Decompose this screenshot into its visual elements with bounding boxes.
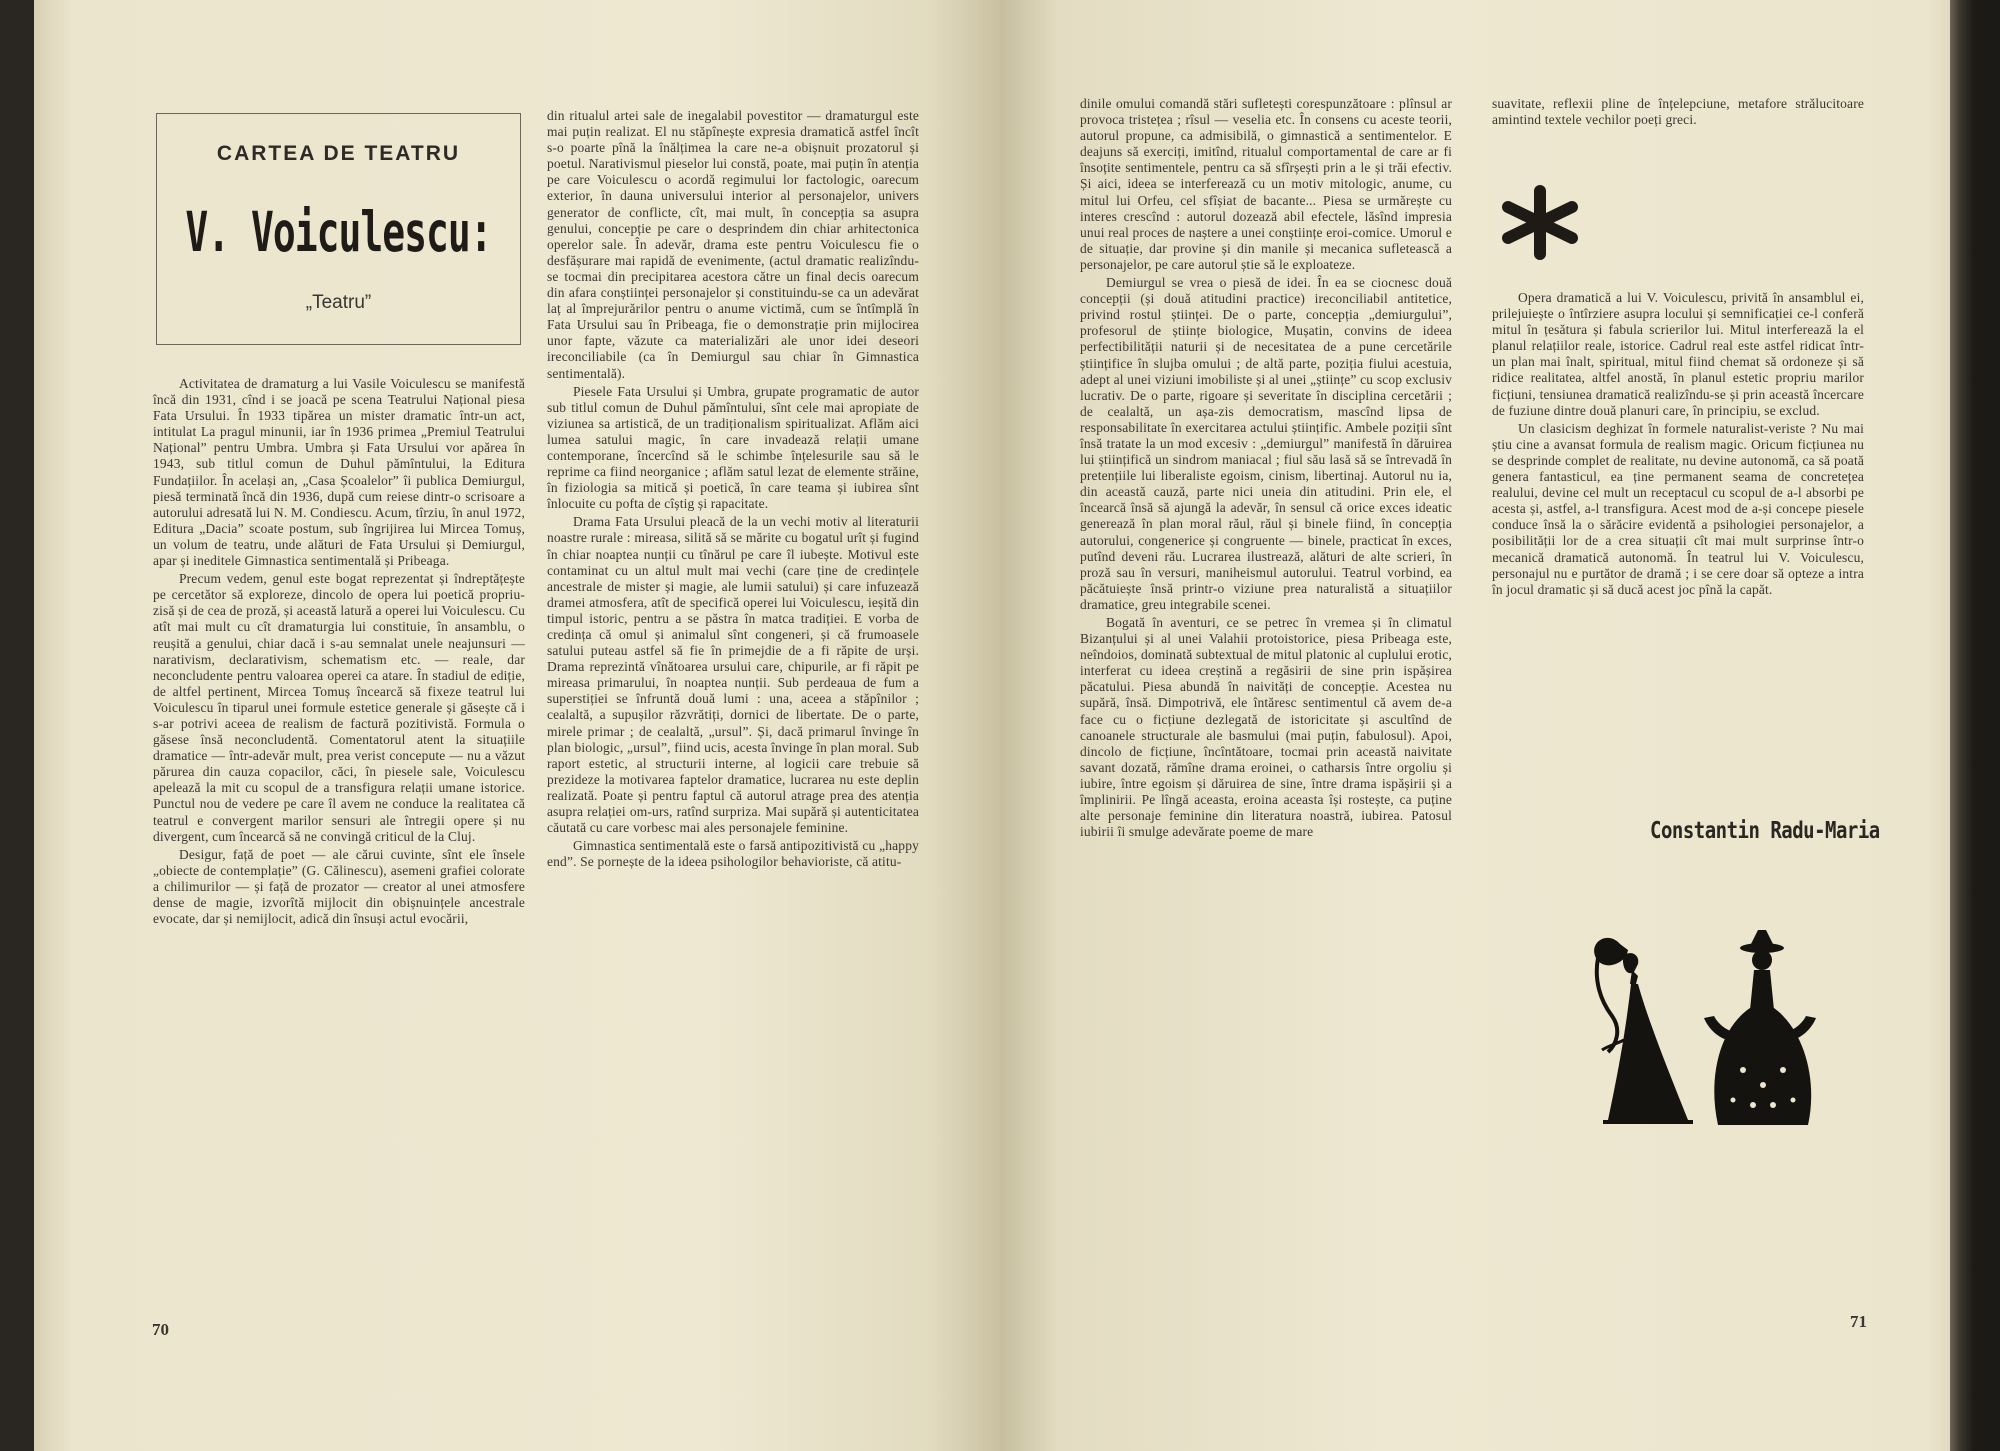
paragraph: din ritualul artei sale de inegalabil povestitor — dramaturgul este mai puțin realizat. El nu stăpînește expresia dramatică astfel încît s-o poarte pînă la înălțimea la care ne-a obișnuit prozatorul și poetul. Narativismul pieselor lui constă, poate, mai puțin în atenția pe care Voiculescu o acordă regimului lor factologic, oarecum exterior, în dauna universului interior al personajelor, univers generator de conflicte, cît, mai mult, în concepția sa asupra genului, concepție pe care o desprindem din chiar arhitectonica operelor sale. În adevăr, drama este pentru Voiculescu fie o desfășurare mai rapidă de evenimente, (actul dramatic realizîndu-se tocmai din precipitarea acestora către un final decis oarecum din afara conștiinței personajelor și constituindu-se ca un adevărat laț al împrejurărilor pentru o anume victimă, cum se întîmplă în Fata Ursului sau în Pribeaga, fie o demonstrație prin mijlocirea unor fapte, văzute ca materializări ale unor idei deseori ireconciliabile (ca în Demiurgul sau chiar în Gimnastica sentimentală). <box>547 108 919 381</box>
page-number-left: 70 <box>152 1320 169 1339</box>
paragraph: Un clasicism deghizat în formele naturalist-veriste ? Nu mai știu cine a avansat formula de realism magic. Oricum ficțiunea nu se desprinde complet de realitate, nu devine autonomă, ca să poată genera fantasticul, ea ține permanent seama de concretețea realului, devine cel mult un receptacul cu scopul de a-l absorbi pe acesta și, astfel, a-l transfigura. Acest mod de a-și concepe piesele conduce însă la o sărăcire evidentă a psihologiei personajelor, a posibilității lor de a crea situații cît mai mult surprinse într-o mecanică dramatică autonomă. În teatrul lui V. Voiculescu, personajul nu e purtător de dramă ; i se cere doar să opteze a intra în jocul dramatic și să ducă acest joc pînă la capăt. <box>1492 420 1864 597</box>
asterisk-ornament-icon <box>1500 185 1580 260</box>
paragraph: Desigur, față de poet — ale cărui cuvinte, sînt ele însele „obiecte de contemplație” (G. Călinescu), asemeni grafiei colorate a chilimurilor — și față de prozator — creator al unei atmosfere dense de magie, izvorîtă mijlocit din obișnuințele ancestrale evocate, dar și nemijlocit, adică din însuși actul evocării, <box>153 846 525 927</box>
two-women-silhouettes-illustration <box>1568 920 1838 1150</box>
paragraph: Activitatea de dramaturg a lui Vasile Voiculescu se manifestă încă din 1931, cînd i se joacă pe scena Teatrului Național piesa Fata Ursului. În 1933 tipărea un mister dramatic într-un act, intitulat La pragul minunii, iar în 1936 primea „Premiul Teatrului Național” pentru Umbra. Umbra și Fata Ursului vor apărea în 1943, sub titlul comun de Duhul pămîntului, la Editura Fundațiilor. În același an, „Casa Școalelor” îi publica Demiurgul, piesă terminată încă din 1936, după cum reiese dintr-o scrisoare a autorului adresată lui N. M. Condiescu. Acum, tîrziu, în anul 1972, Editura „Dacia” scoate postum, sub îngrijirea lui Mircea Tomuș, un volum de teatru, unde alături de Fata Ursului și Demiurgul, apar și ineditele Gimnastica sentimentală și Pribeaga. <box>153 376 525 569</box>
paragraph: Gimnastica sentimentală este o farsă antipozitivistă cu „happy end”. Se pornește de la ideea psihologilor behavioriste, că atitu- <box>547 838 919 870</box>
paragraph: Demiurgul se vrea o piesă de idei. În ea se ciocnesc două concepții (și două atitudini practice) ireconciliabil antitetice, privind rostul științei. De o parte, concepția „demiurgului”, profesorul de științe biologice, Mușatin, convins de ideea perfectibilității naturii și de necesitatea de a pune cercetările științifice în slujba omului ; de altă parte, poziția fiului acestuia, adept al unei viziuni imobiliste și al unei „științe” cu scop exclusiv lucrativ. De o parte, rigoare și severitate în disciplina cercetării ; de cealaltă, un așa-zis democratism, mascînd lipsa de responsabilitate în exercitarea actului științific. Ambele poziții sînt însă tratate la un mod excesiv : „demiurgul” manifestă în dăruirea lui științifică un sindrom maniacal ; fiul său lasă să se întrevadă în pretențiile lui liberaliste egoism, cinism, libertinaj. Autorul nu ia, din această cauză, parte nici uneia din atitudini. Prin ele, el încearcă însă să ajungă la adevăr, în sensul că orice exces ideatic generează în plan moral răul, răul și binele fiind, în concepția autorului, congenerice și congruente — binele, practicat în exces, putînd deveni rău. Lucrarea ilustrează, alături de alte scrieri, în proză sau în versuri, maniheismul autorului. Teatrul vorbind, ea păcătuiește însă printr-o viziune prea naturalistă a situațiilor dramatice, greu integrabile scenei. <box>1080 275 1452 612</box>
paragraph: dinile omului comandă stări sufletești corespunzătoare : plînsul ar provoca tristețea ; rîsul — veselia etc. În consens cu aceste teorii, autorul propune, ca admisibilă, o gimnastică a sentimentelor. E deajuns să exerciți, imitînd, ritualul comportamental de care ar fi însoțite sentimentele, pentru ca să sfîrșești prin a le și trăi efectiv. Și aici, ideea se interferează cu un motiv mitologic, anume, cu mitul lui Orfeu, cel sfîșiat de bacante... Piesa se urmărește cu interes crescînd : autorul dozează abil efectele, lăsînd impresia unui real proces de naștere a unei conștiințe eroi-comice. Umorul e de situație, dar provine și din manile și mecanica sufletească a personajelor, pe care autorul știe să le exploateze. <box>1080 96 1452 272</box>
right-page <box>1000 0 1975 1451</box>
text-column-4-bottom <box>1492 290 1864 598</box>
paragraph: Piesele Fata Ursului și Umbra, grupate programatic de autor sub titlul comun de Duhul pămîntului, sînt cele mai apropiate de viziunea sa artistică, de un tradiționalism spiritualizat. Aflăm aici lumea satului magic, în care invadează relații umane contemporane, încercînd să le schimbe înțelesurile sau să le reprime ca fiind neorganice ; aflăm satul lezat de elemente străine, în fiziologia sa mitică și poetică, în care teama și iubirea sînt înlocuite cu pofta de cîștig și rapacitate. <box>547 383 919 512</box>
paragraph: suavitate, reflexii pline de înțelepciune, metafore strălucitoare amintind textele vechilor poeți greci. <box>1492 96 1864 128</box>
page-number-right: 71 <box>1850 1312 1867 1331</box>
text-column-1 <box>153 376 525 927</box>
paragraph: Bogată în aventuri, ce se petrec în vremea și în climatul Bizanțului și al unei Valahii protoistorice, piesa Pribeaga este, neîndoios, dominată subtextual de mitul platonic al cuplului erotic, interferat cu ideea creștină a regăsirii de sine prin ispășirea păcatului. Piesa abundă în naivități de concepție. Acestea nu supără, însă. Dimpotrivă, ele întăresc sentimentul că avem de-a face cu o ficțiune dezlegată de istoricitate și ascultînd de canoanele structurale ale basmului (mai puțin, fabulosul). Apoi, dincolo de ficțiune, încîntătoare, tocmai prin această naivitate savant dozată, rămîne drama eroinei, o catharsis între orgoliu și iubire, între egoism și dăruirea de sine, între drama ispășirii și a împlinirii. Pe lîngă aceasta, eroina aceasta își rostește, ca puține alte personaje feminine din literatura noastră, iubirea. Patosul iubirii îi smulge adevărate poeme de mare <box>1080 615 1452 840</box>
rubric-heading: CARTEA DE TEATRU <box>216 142 461 165</box>
text-column-2 <box>547 108 919 870</box>
paragraph: Drama Fata Ursului pleacă de la un vechi motiv al literaturii noastre rurale : mireasa, silită să se mărite cu bogatul urît și fugind în chiar noaptea nunții cu tînărul pe care îl iubește. Motivul este contaminat cu un altul mult mai vechi (care ține de credințele ancestrale de mister și magie, ale lumii satului) și care infuzează dramei atmosfera, atît de specifică operei lui Voiculescu, ieșită din timpul istoric, pentru a se păstra în matca tradiției. E vorba de credința că omul și animalul sînt congeneri, și că frumoasele satului puteau astfel să fie în primejdie de a fi răpite de urși. Drama reprezintă vînătoarea ursului care, chipurile, ar fi răpit pe mireasa primarului, în noaptea nunții. Sub perdeaua de fum a superstiției se înfruntă două lumi : una, aceea a stăpînilor ; cealaltă, a supușilor răzvrătiți, dornici de libertate. De o parte, mirele primar ; de cealaltă, „ursul”. Și, dacă primarul învinge în plan biologic, „ursul”, fiind ucis, acesta învinge în plan moral. Sub raport estetic, al structurii interne, al logicii care trebuie să prezideze la motivarea faptelor dramatice, lucrarea nu este deplin realizată. Poate și pentru faptul că autorul atrage prea des atenția asupra relației om-urs, ratînd surpriza. Mai supără și autenticitatea căutată cu care vorbesc mai ales personajele feminine. <box>547 514 919 836</box>
article-subtitle: „Teatru” <box>305 292 372 313</box>
text-column-3 <box>1080 96 1452 840</box>
text-column-4-top <box>1492 96 1864 128</box>
book-edge <box>1950 0 1975 1451</box>
paragraph: Precum vedem, genul este bogat reprezentat și îndreptățește pe cercetător să exploreze, dincolo de opera lui poetică propriu-zisă și de cea de proză, și această latură a operei lui Voiculescu. Cu atît mai mult cu cît dramaturgia lui constituie, în ansamblu, o reușită a genului, chiar dacă i s-au semnalat unele neajunsuri — narativism, declarativism, schematism etc. — reale, dar neconcludente pentru valoarea operei ca atare. În stadiul de ediție, de altfel pertinent, Mircea Tomuș încearcă să fixeze teatrul lui Voiculescu în tiparul unei formule estetice generale și găsește că i s-ar potrivi aceea de realism de factură pozitivistă. Formula o găsese însă neconcludentă. Comentatorul atent la situațiile dramatice — într-adevăr mult, prea verist concepute — nu a văzut părurea din cauza copacilor, căci, în piesele sale, Voiculescu apelează la mit cu scopul de a transfigura relații umane istorice. Punctul nou de vedere pe care îl avem ne conduce la realitatea că teatrul e convergent marilor sensuri ale întregii opere și nu divergent, cum încearcă să ne convingă criticul de la Cluj. <box>153 571 525 844</box>
paragraph: Opera dramatică a lui V. Voiculescu, privită în ansamblul ei, prilejuiește o întîrziere asupra locului și semnificației ce-l conferă mitul în țesătura și fabula scrierilor lui. Mitul interferează la el planul relațiilor reale, istorice. Cadrul real este astfel ridicat într-un plan mai înalt, spiritual, mitul fiind chemat să ordoneze și să ridice realitatea, altfel anostă, în planul estetic propriu marilor ficțiuni, tensiunea dramatică realizîndu-se și prin această încercare de fuziune dintre două planuri care, în principiu, se exclud. <box>1492 290 1864 418</box>
article-signature: Constantin Radu-Maria <box>1650 817 1880 845</box>
article-title-box <box>156 113 521 345</box>
author-heading: V. Voiculescu: <box>185 200 492 264</box>
